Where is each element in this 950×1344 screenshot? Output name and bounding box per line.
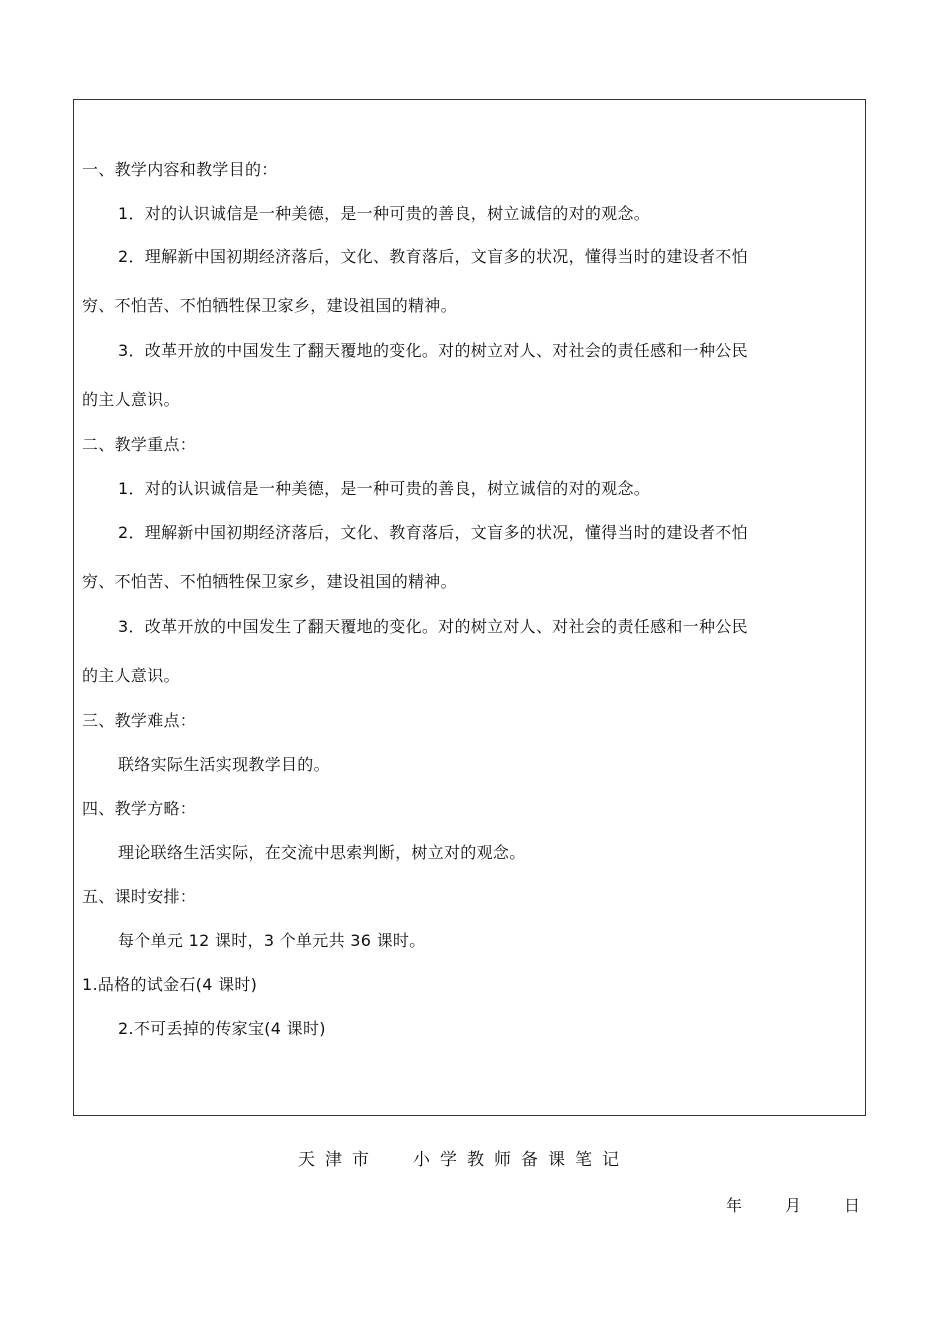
section-1-item-2-line-1: 2．理解新中国初期经济落后，文化、教育落后，文盲多的状况，懂得当时的建设者不怕 [118,247,748,266]
section-1-item-3-line-2: 的主人意识。 [82,390,180,409]
section-5-heading: 五、课时安排： [82,887,197,906]
section-2-item-3-line-1: 3．改革开放的中国发生了翻天覆地的变化。对的树立对人、对社会的责任感和一种公民 [118,617,748,636]
section-4-heading: 四、教学方略： [82,799,197,818]
footer-title [298,1145,629,1170]
section-3-text: 联络实际生活实现教学目的。 [118,755,330,774]
section-5-text: 每个单元 12 课时，3 个单元共 36 课时。 [118,931,426,950]
footer-notes-title: 小学教师备课笔记 [413,1150,629,1170]
date-year: 年 [726,1196,743,1215]
section-2-item-1: 1．对的认识诚信是一种美德，是一种可贵的善良，树立诚信的对的观念。 [118,479,651,498]
footer-city: 天津市 [298,1150,379,1170]
section-1-item-2-line-2: 穷、不怕苦、不怕牺牲保卫家乡，建设祖国的精神。 [82,296,457,315]
section-1-item-1: 1．对的认识诚信是一种美德，是一种可贵的善良，树立诚信的对的观念。 [118,204,651,223]
section-1-heading: 一、教学内容和教学目的： [82,160,278,179]
unit-2: 2.不可丢掉的传家宝(4 课时) [118,1019,326,1038]
section-2-heading: 二、教学重点： [82,435,197,454]
unit-1: 1.品格的试金石(4 课时) [82,975,258,994]
section-2-item-3-line-2: 的主人意识。 [82,666,180,685]
section-1-item-3-line-1: 3．改革开放的中国发生了翻天覆地的变化。对的树立对人、对社会的责任感和一种公民 [118,341,748,360]
section-2-item-2-line-2: 穷、不怕苦、不怕牺牲保卫家乡，建设祖国的精神。 [82,572,457,591]
date-day: 日 [844,1196,861,1215]
section-4-text: 理论联络生活实际，在交流中思索判断，树立对的观念。 [118,843,526,862]
date-month: 月 [785,1196,802,1215]
section-3-heading: 三、教学难点： [82,711,197,730]
section-2-item-2-line-1: 2．理解新中国初期经济落后，文化、教育落后，文盲多的状况，懂得当时的建设者不怕 [118,523,748,542]
